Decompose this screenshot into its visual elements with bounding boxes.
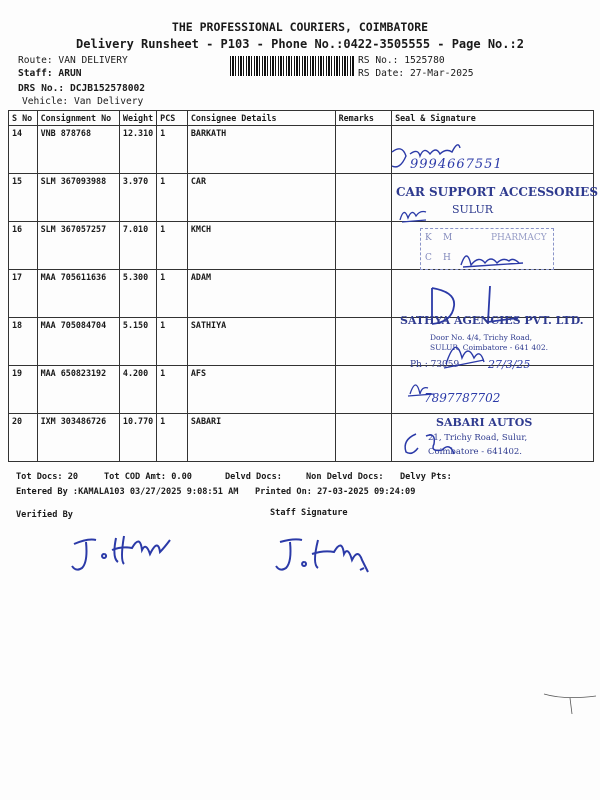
col-pcs: PCS: [157, 111, 188, 126]
col-sno: S No: [9, 111, 38, 126]
cell-weight: 5.150: [119, 318, 156, 366]
sathya-phone: Ph : 73059: [410, 360, 460, 370]
runsheet-subtitle: Delivery Runsheet - P103 - Phone No.:0422-3505555 - Page No.:2: [76, 37, 524, 51]
barcode: [230, 56, 354, 76]
sathya-date: 27/3/25: [488, 358, 531, 371]
cell-pcs: 1: [157, 126, 188, 174]
vehicle-label: Vehicle: Van Delivery: [22, 96, 144, 107]
kmch-letter: H: [443, 253, 451, 263]
kmch-letter: C: [425, 253, 432, 263]
document-title: THE PROFESSIONAL COURIERS, COIMBATORE: [171, 20, 429, 34]
cell-consignment: MAA 650823192: [37, 366, 119, 414]
verified-by-signature: [64, 520, 204, 580]
signature-row20: [396, 426, 466, 462]
delivered-docs: Delvd Docs:: [225, 472, 282, 482]
cell-remarks: [335, 222, 392, 270]
total-cod: Tot COD Amt: 0.00: [104, 472, 192, 482]
cell-pcs: 1: [157, 414, 188, 462]
table-header-row: [9, 111, 594, 126]
sathya-address1: Door No. 4/4, Trichy Road,: [430, 333, 533, 342]
cell-remarks: [335, 270, 392, 318]
printed-on: Printed On: 27-03-2025 09:24:09: [255, 487, 416, 497]
cell-weight: 3.970: [119, 174, 156, 222]
cell-sno: 17: [9, 270, 38, 318]
cell-remarks: [335, 414, 392, 462]
signature-row16: [455, 245, 555, 275]
cell-weight: 10.770: [119, 414, 156, 462]
signature-row18: [440, 334, 500, 374]
sathya-address2: SULUR, Coimbatore - 641 402.: [430, 343, 549, 352]
drs-label: DRS No.: DCJB152578002: [18, 83, 146, 94]
cell-pcs: 1: [157, 174, 188, 222]
cell-remarks: [335, 318, 392, 366]
col-weight: Weight: [119, 111, 156, 126]
cell-remarks: [335, 174, 392, 222]
col-seal-signature: Seal & Signature: [392, 111, 594, 126]
staff-signature: [268, 526, 388, 582]
cell-sno: 20: [9, 414, 38, 462]
col-remarks: Remarks: [335, 111, 392, 126]
cell-sno: 19: [9, 366, 38, 414]
entered-by: Entered By :KAMALA103 03/27/2025 9:08:51 AM: [16, 487, 239, 497]
cell-consignee: AFS: [187, 366, 335, 414]
table-row: [9, 366, 594, 414]
cell-pcs: 1: [157, 222, 188, 270]
cell-consignment: MAA 705611636: [37, 270, 119, 318]
cell-consignee: CAR: [187, 174, 335, 222]
cell-pcs: 1: [157, 366, 188, 414]
cell-consignment: MAA 705084704: [37, 318, 119, 366]
rs-number: RS No.: 1525780: [358, 55, 445, 66]
staff-signature-label: Staff Signature: [270, 508, 348, 518]
cell-consignee: SABARI: [187, 414, 335, 462]
staff-label: Staff: ARUN: [18, 68, 82, 79]
cell-sno: 15: [9, 174, 38, 222]
verified-by-label: Verified By: [16, 510, 73, 520]
sabari-stamp: SABARI AUTOS: [436, 416, 533, 429]
cell-consignee: KMCH: [187, 222, 335, 270]
cell-weight: 4.200: [119, 366, 156, 414]
kmch-letter: M: [443, 233, 453, 243]
row14-phone: 9994667551: [410, 157, 503, 172]
cell-pcs: 1: [157, 318, 188, 366]
car-support-stamp: CAR SUPPORT ACCESSORIES: [396, 185, 598, 199]
col-consignee: Consignee Details: [187, 111, 335, 126]
route-label: Route: VAN DELIVERY: [18, 55, 128, 66]
non-delivered-docs: Non Delvd Docs:: [306, 472, 384, 482]
cell-sno: 18: [9, 318, 38, 366]
cell-sno: 14: [9, 126, 38, 174]
cell-consignment: VNB 878768: [37, 126, 119, 174]
signature-row15: [396, 202, 436, 226]
cell-consignee: BARKATH: [187, 126, 335, 174]
col-consignment: Consignment No: [37, 111, 119, 126]
rs-date: RS Date: 27-Mar-2025: [358, 68, 474, 79]
car-support-city: SULUR: [452, 203, 494, 216]
cell-consignee: ADAM: [187, 270, 335, 318]
sabari-address2: Coimbatore - 641402.: [428, 447, 522, 457]
cell-remarks: [335, 366, 392, 414]
delivery-points: Delvy Pts:: [400, 472, 452, 482]
cell-consignment: IXM 303486726: [37, 414, 119, 462]
cell-consignee: SATHIYA: [187, 318, 335, 366]
total-docs: Tot Docs: 20: [16, 472, 79, 482]
sathya-stamp: SATHYA AGENCIES PVT. LTD.: [400, 314, 584, 327]
cell-weight: 12.310: [119, 126, 156, 174]
kmch-letter: K: [425, 233, 432, 243]
cell-weight: 7.010: [119, 222, 156, 270]
corner-mark: [540, 690, 600, 720]
cell-consignment: SLM 367057257: [37, 222, 119, 270]
cell-sno: 16: [9, 222, 38, 270]
sabari-address1: 21, Trichy Road, Sulur,: [428, 433, 528, 443]
cell-weight: 5.300: [119, 270, 156, 318]
row19-phone: 7897787702: [424, 391, 501, 405]
cell-consignment: SLM 367093988: [37, 174, 119, 222]
kmch-pharmacy: PHARMACY: [491, 233, 547, 243]
cell-pcs: 1: [157, 270, 188, 318]
